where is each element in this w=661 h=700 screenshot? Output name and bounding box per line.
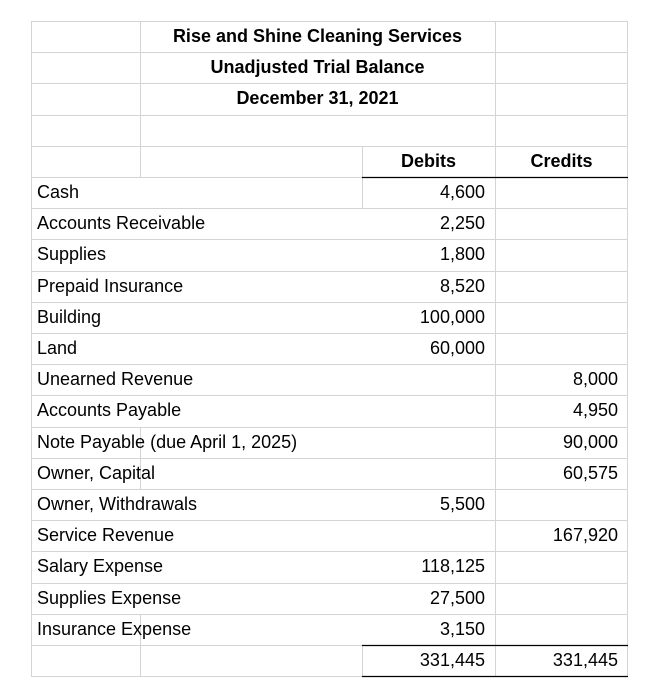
account-name: Note Payable (due April 1, 2025) [37, 431, 298, 452]
debit-amount: 8,520 [439, 275, 485, 296]
account-name: Owner, Capital [37, 462, 156, 483]
credit-amount [495, 583, 618, 614]
debit-amount: 118,125 [421, 556, 485, 577]
credit-amount [495, 551, 618, 582]
account-name: Owner, Withdrawals [37, 494, 198, 514]
credits-column-header: Credits [530, 150, 593, 171]
account-name: Accounts Receivable [37, 213, 206, 234]
account-name: Insurance Expense [37, 618, 192, 639]
credit-amount [495, 208, 618, 239]
statement-title: Unadjusted Trial Balance [210, 57, 425, 78]
debit-amount: 3,150 [439, 618, 485, 639]
account-name: Building [37, 306, 102, 327]
trial-balance-sheet [31, 21, 628, 678]
debit-amount: 100,000 [419, 306, 485, 327]
credit-amount [495, 614, 618, 645]
credit-amount: 60,575 [562, 462, 618, 483]
account-name: Salary Expense [37, 556, 164, 577]
account-name: Service Revenue [37, 525, 175, 546]
account-name: Supplies [37, 244, 107, 265]
credit-amount: 4,950 [572, 400, 618, 421]
debit-amount: 5,500 [439, 494, 485, 514]
total-debits: 331,445 [419, 650, 485, 670]
credit-amount [495, 333, 618, 364]
account-name: Accounts Payable [37, 400, 182, 421]
credit-amount [495, 489, 618, 520]
debit-amount: 60,000 [429, 338, 485, 358]
credit-amount [495, 177, 618, 208]
debit-amount [362, 364, 485, 395]
debits-column-header: Debits [400, 150, 456, 171]
account-name: Unearned Revenue [37, 369, 194, 390]
debit-amount: 27,500 [429, 587, 485, 608]
credit-amount: 167,920 [552, 525, 618, 546]
debit-amount [362, 395, 485, 426]
account-name: Cash [37, 182, 80, 202]
debit-amount [362, 427, 485, 458]
statement-date: December 31, 2021 [236, 88, 399, 109]
debit-amount: 2,250 [439, 213, 485, 234]
credit-amount: 90,000 [562, 431, 618, 452]
account-name: Prepaid Insurance [37, 275, 184, 296]
account-name: Supplies Expense [37, 587, 182, 608]
debit-amount [362, 458, 485, 489]
credit-amount [495, 302, 618, 333]
debit-amount: 4,600 [439, 182, 485, 202]
debit-amount [362, 520, 485, 551]
total-credits: 331,445 [552, 650, 618, 670]
company-name: Rise and Shine Cleaning Services [172, 26, 463, 46]
account-name: Land [37, 338, 78, 358]
credit-amount [495, 271, 618, 302]
credit-amount [495, 239, 618, 270]
credit-amount: 8,000 [572, 369, 618, 390]
debit-amount: 1,800 [439, 244, 485, 265]
